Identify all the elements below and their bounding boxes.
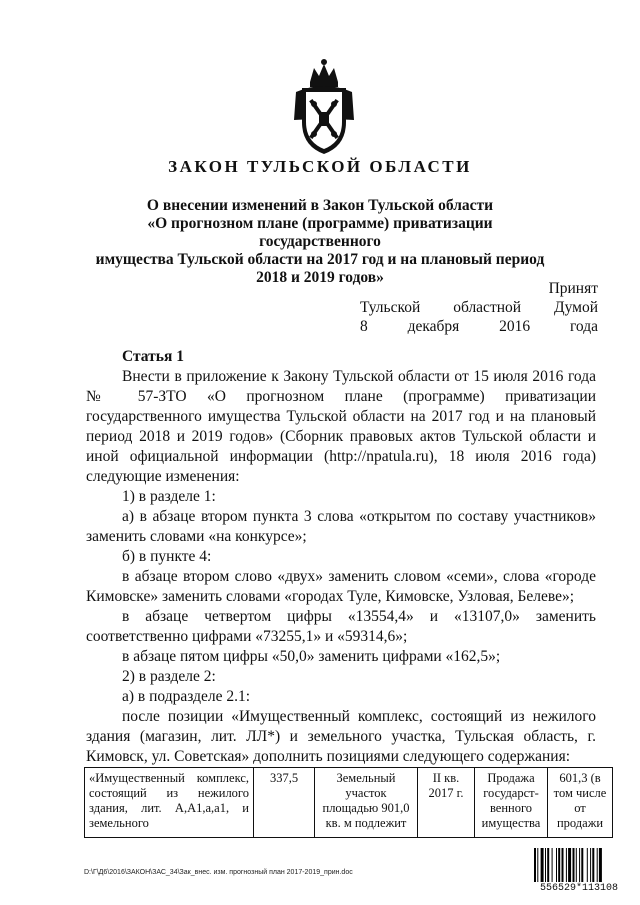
paragraph: 2) в разделе 2: bbox=[122, 668, 216, 685]
paragraph: Внести в приложение к Закону Тульской области от 15 июля 2016 года № 57-ЗТО «О прогнозном плане (программе) приватизации государственного имущества Тульской области на 2017 год и на плановый период 2018 и 2019 годов» (Сборник правовых актов Тульской области и иной официальной информации (http://npatula.ru), 18 июля 2016 года) следующие изменения: bbox=[86, 368, 596, 485]
law-title: ЗАКОН ТУЛЬСКОЙ ОБЛАСТИ bbox=[168, 157, 472, 176]
positions-table bbox=[84, 767, 613, 838]
paragraph: а) в абзаце втором пункта 3 слова «открытом по составу участников» заменить словами «на конкурсе»; bbox=[86, 508, 596, 545]
adoption-block bbox=[360, 279, 598, 336]
table-cell-quarter: II кв. 2017 г. bbox=[418, 768, 475, 838]
subtitle-line: имущества Тульской области на 2017 год и на плановый период bbox=[95, 251, 545, 268]
article-heading: Статья 1 bbox=[122, 348, 184, 365]
subtitle-line: О внесении изменений в Закон Тульской области bbox=[146, 197, 494, 214]
law-subtitle bbox=[90, 197, 550, 287]
barcode-icon bbox=[534, 848, 624, 882]
table-cell-method: Продажа государст-венного имущества bbox=[475, 768, 548, 838]
article-body bbox=[86, 347, 596, 767]
table-cell-sum: 601,3 (в том числе от продажи bbox=[548, 768, 613, 838]
paragraph: после позиции «Имущественный комплекс, состоящий из нежилого здания (магазин, лит. ЛЛ*) и земельного участка, Тульская область, г. Кимовск, ул. Советская» дополнить позициями следующего содержания: bbox=[86, 708, 596, 765]
file-path: D:\Г\Д6\2016\ЗАКОН\ЗАС_34\Зак_внес. изм. прогнозный план 2017-2019_прин.doc bbox=[84, 869, 353, 876]
paragraph: в абзаце четвертом цифры «13554,4» и «13107,0» заменить соответственно цифрами «73255,1» и «59314,6»; bbox=[86, 608, 596, 645]
adopted-by: Тульской областной Думой bbox=[360, 299, 598, 316]
adopted-date: 8 декабря 2016 года bbox=[360, 318, 598, 335]
barcode-number: 556529*113108 bbox=[539, 883, 618, 894]
table-cell-land: Земельный участок площадью 901,0 кв. м подлежит bbox=[315, 768, 418, 838]
coat-of-arms-icon bbox=[288, 58, 360, 158]
paragraph: б) в пункте 4: bbox=[122, 548, 212, 565]
adopted-label: Принят bbox=[548, 280, 598, 297]
paragraph: а) в подразделе 2.1: bbox=[122, 688, 251, 705]
paragraph: 1) в разделе 1: bbox=[122, 488, 216, 505]
paragraph: в абзаце пятом цифры «50,0» заменить цифрами «162,5»; bbox=[122, 648, 501, 665]
subtitle-line: «О прогнозном плане (программе) приватизации государственного bbox=[147, 215, 493, 250]
table-row bbox=[85, 768, 613, 838]
table-cell-description: «Имущественный комплекс, состоящий из нежилого здания, лит. А,А1,а,а1, и земельного bbox=[85, 768, 254, 838]
paragraph: в абзаце втором слово «двух» заменить словом «семи», слова «городе Кимовске» заменить словами «городах Туле, Кимовске, Узловая, Белеве»; bbox=[86, 568, 596, 605]
table-cell-area: 337,5 bbox=[254, 768, 315, 838]
subtitle-line: 2018 и 2019 годов» bbox=[256, 269, 384, 286]
